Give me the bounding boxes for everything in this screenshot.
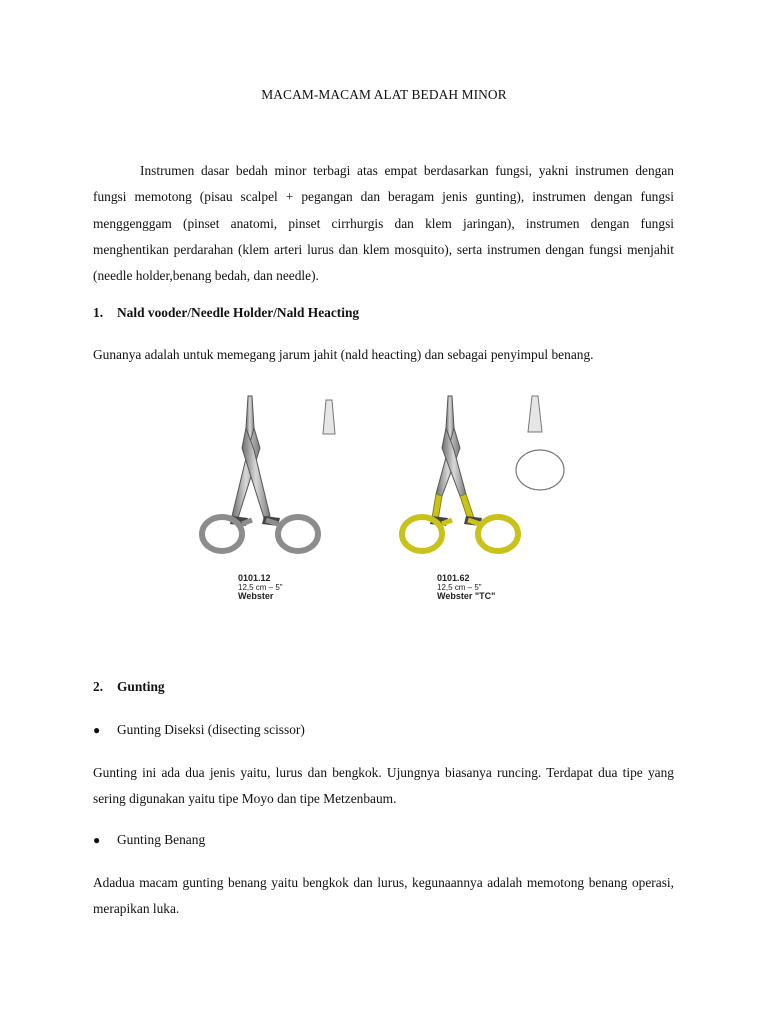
bullet-benang-label: Gunting Benang [117, 832, 206, 847]
needle-holder-gold [402, 396, 518, 551]
caption-gold-name: Webster "TC" [437, 591, 496, 601]
bullet-gunting-benang [93, 832, 205, 848]
bullet-icon: ● [93, 833, 101, 847]
section-1-title: Nald vooder/Needle Holder/Nald Heacting [117, 305, 360, 320]
section-1-heading [93, 305, 359, 321]
needle-holder-figure [190, 388, 590, 603]
section-2-number: 2. [93, 679, 104, 694]
needle-holder-steel [202, 396, 318, 551]
caption-gold [437, 574, 495, 601]
bullet-disecting-scissor [93, 722, 305, 738]
section-1-number: 1. [93, 305, 104, 320]
caption-steel-name: Webster [238, 591, 274, 601]
caption-gold-size: 12,5 cm – 5" [437, 583, 482, 592]
needle-holder-illustration [190, 388, 590, 603]
section-2-body-1: Gunting ini ada dua jenis yaitu, lurus dan bengkok. Ujungnya biasanya runcing. Terdapat dua tipe yang sering digunakan yaitu tipe Moyo dan tipe Metzenbaum. [93, 765, 674, 807]
caption-gold-code: 0101.62 [437, 573, 470, 583]
tip-detail-gold [528, 396, 542, 432]
intro-paragraph: Instrumen dasar bedah minor terbagi atas empat berdasarkan fungsi, yakni instrumen dengan fungsi memotong (pisau scalpel + pegangan dan beragam jenis gunting), instrumen dengan fungsi menggenggam (pinset anatomi, pinset cirrhurgis dan klem jaringan), instrumen dengan fungsi menghentikan perdarahan (klem arteri lurus dan klem mosquito), serta instrumen dengan fungsi menjahit (needle holder,benang bedah, dan needle). [93, 163, 674, 284]
bullet-icon: ● [93, 723, 101, 737]
needle-cross-section [516, 450, 564, 490]
bullet-disecting-label: Gunting Diseksi (disecting scissor) [117, 722, 305, 737]
section-2-heading [93, 679, 165, 695]
caption-steel-code: 0101.12 [238, 573, 271, 583]
document-title: MACAM-MACAM ALAT BEDAH MINOR [261, 87, 507, 102]
section-2-body-2: Adadua macam gunting benang yaitu bengkok dan lurus, kegunaannya adalah memotong benang operasi, merapikan luka. [93, 875, 674, 917]
section-2-title: Gunting [117, 679, 165, 694]
tip-detail-steel [323, 400, 335, 434]
caption-steel-size: 12,5 cm – 5" [238, 583, 283, 592]
caption-steel [238, 574, 283, 601]
section-1-body: Gunanya adalah untuk memegang jarum jahit (nald heacting) dan sebagai penyimpul benang. [93, 347, 594, 362]
